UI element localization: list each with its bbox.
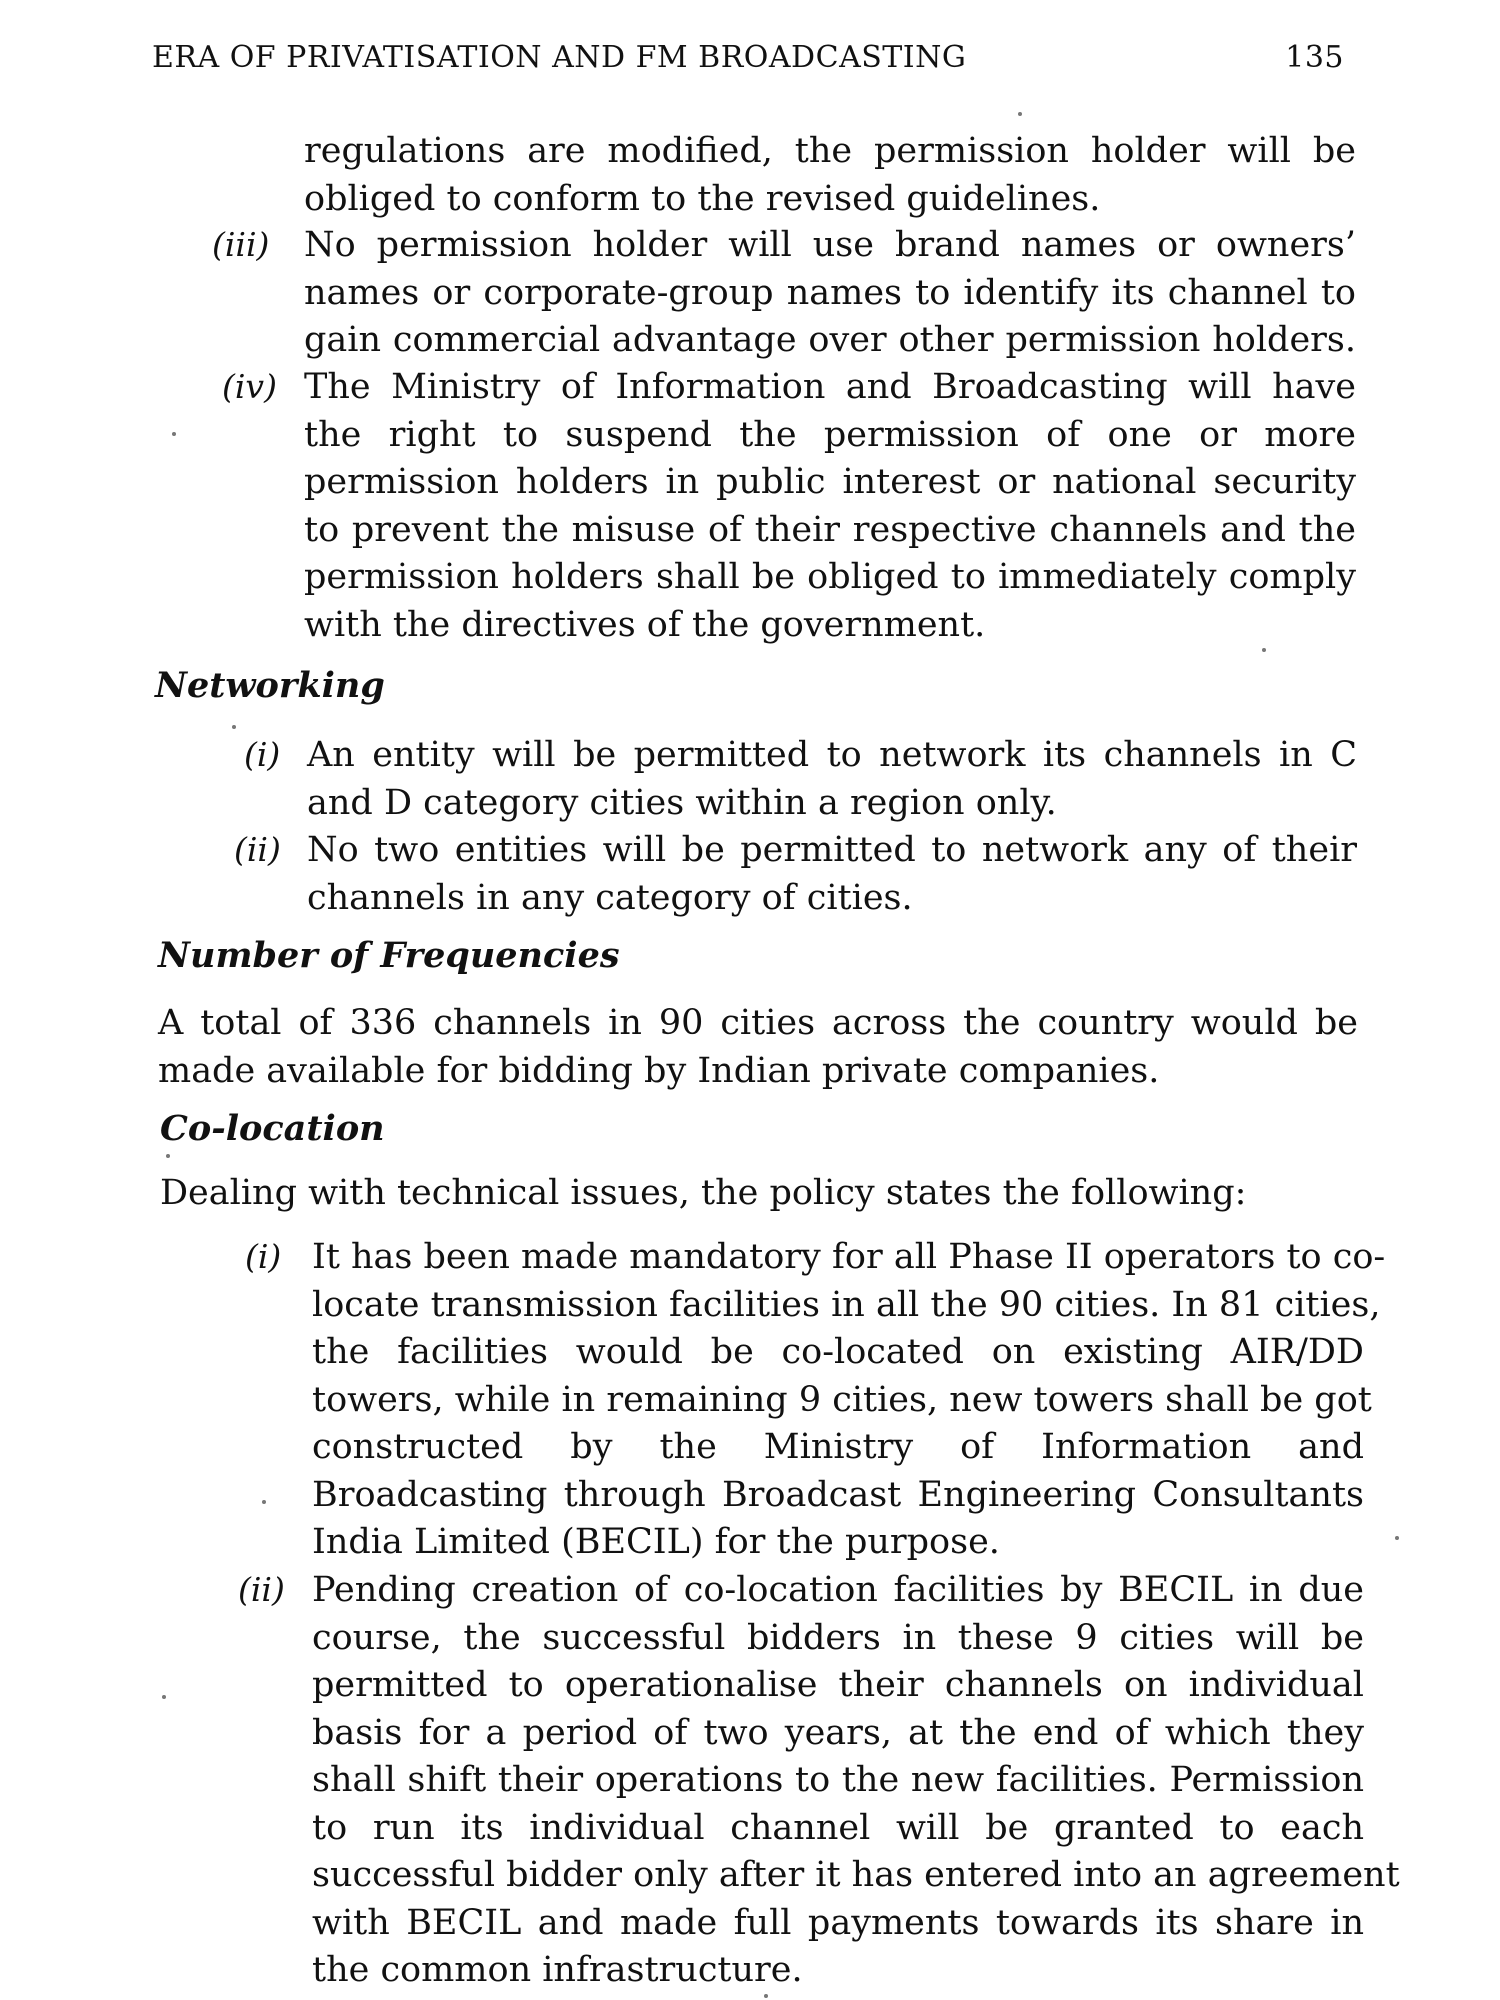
text-line: No permission holder will use brand names or owners’: [304, 225, 1356, 265]
running-title: ERA OF PRIVATISATION AND FM BROADCASTING: [152, 40, 967, 75]
text-line: the right to suspend the permission of one or more: [304, 414, 1356, 455]
text-line: permission holders in public interest or national security: [304, 462, 1356, 502]
text-line: channels in any category of cities.: [307, 877, 913, 918]
text-line: to prevent the misuse of their respective channels and the: [304, 509, 1356, 550]
list-item: [307, 827, 1357, 922]
text-line: An entity will be permitted to network its channels in C: [307, 735, 1357, 775]
scan-speck: [232, 725, 236, 729]
text-line: basis for a period of two years, at the end of which they: [312, 1712, 1364, 1753]
list-item-number: (ii): [234, 830, 281, 869]
text-line: India Limited (BECIL) for the purpose.: [312, 1522, 1000, 1562]
text-line: shall shift their operations to the new facilities. Permission: [312, 1760, 1364, 1800]
scan-speck: [1395, 1536, 1399, 1540]
section-heading-colocation: Co-location: [160, 1108, 385, 1149]
scan-speck: [172, 432, 176, 436]
text-line: with BECIL and made full payments towards its share in: [312, 1902, 1364, 1943]
text-line: successful bidder only after it has entered into an agreement: [312, 1855, 1400, 1895]
text-line: The Ministry of Information and Broadcasting will have: [304, 367, 1356, 407]
text-line: the common infrastructure.: [312, 1950, 803, 1990]
text-line: the facilities would be co-located on existing AIR/DD: [312, 1332, 1364, 1372]
text-line: permission holders shall be obliged to immediately comply: [304, 557, 1356, 597]
text-line: made available for bidding by Indian private companies.: [158, 1050, 1160, 1091]
text-line: names or corporate-group names to identify its channel to: [304, 272, 1356, 313]
section-heading-frequencies: Number of Frequencies: [158, 935, 620, 976]
text-line: No two entities will be permitted to network any of their: [307, 830, 1357, 870]
text-line: to run its individual channel will be granted to each: [312, 1807, 1364, 1848]
text-line: A total of 336 channels in 90 cities across the country would be: [158, 1003, 1358, 1043]
list-item: [307, 732, 1357, 827]
text-line: Pending creation of co-location facilities by BECIL in due: [312, 1570, 1364, 1610]
scan-speck: [166, 1154, 170, 1158]
text-line: obliged to conform to the revised guidelines.: [304, 178, 1101, 219]
list-item-number: (ii): [238, 1570, 285, 1609]
list-item-number: (iv): [222, 367, 277, 406]
list-item-number: (i): [244, 735, 281, 774]
list-item: [304, 364, 1356, 649]
scan-speck: [1018, 112, 1022, 116]
scan-speck: [262, 1500, 266, 1504]
text-line: gain commercial advantage over other permission holders.: [304, 320, 1356, 360]
scan-speck: [1262, 648, 1266, 652]
text-line: locate transmission facilities in all the 90 cities. In 81 cities,: [312, 1284, 1381, 1325]
continued-paragraph: [304, 128, 1356, 223]
list-item: [304, 222, 1356, 365]
scan-speck: [162, 1695, 166, 1699]
section-heading-networking: Networking: [155, 665, 385, 706]
running-header: [152, 40, 1344, 80]
list-item-number: (iii): [212, 225, 270, 264]
text-line: constructed by the Ministry of Information and: [312, 1427, 1364, 1467]
text-line: towers, while in remaining 9 cities, new towers shall be got: [312, 1379, 1372, 1420]
text-line: regulations are modified, the permission holder will be: [304, 131, 1356, 171]
text-line: Dealing with technical issues, the policy states the following:: [160, 1173, 1247, 1213]
frequencies-paragraph: [158, 1000, 1358, 1095]
text-line: course, the successful bidders in these 9 cities will be: [312, 1617, 1364, 1658]
text-line: and D category cities within a region only.: [307, 782, 1057, 823]
page-number: 135: [1285, 40, 1344, 75]
text-line: with the directives of the government.: [304, 604, 986, 645]
text-line: Broadcasting through Broadcast Engineering Consultants: [312, 1474, 1364, 1515]
list-item-number: (i): [245, 1237, 282, 1276]
colocation-intro: [160, 1170, 1360, 1218]
scan-speck: [764, 1994, 768, 1998]
list-item: [312, 1567, 1400, 1995]
list-item: [312, 1234, 1386, 1567]
text-line: It has been made mandatory for all Phase II operators to co-: [312, 1237, 1386, 1277]
text-line: permitted to operationalise their channels on individual: [312, 1665, 1364, 1705]
